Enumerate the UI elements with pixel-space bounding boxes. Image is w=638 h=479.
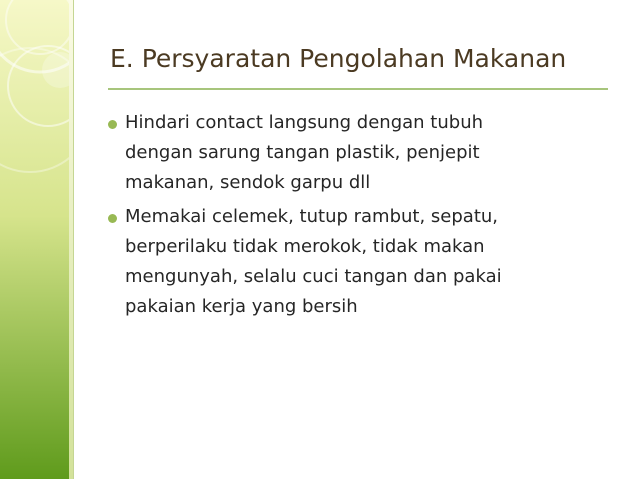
bullet-item [96,202,606,322]
bullet-icon [108,120,117,129]
bullet-line: dengan sarung tangan plastik, penjepit [125,142,480,163]
bullet-line: Memakai celemek, tutup rambut, sepatu, [125,206,499,227]
bullet-item [96,108,606,198]
bullet-line: berperilaku tidak merokok, tidak makan [125,236,485,257]
sidebar-edge [73,0,74,479]
bullet-line: makanan, sendok garpu dll [125,172,371,193]
bullet-line: mengunyah, selalu cuci tangan dan pakai [125,266,502,287]
bullet-line: Hindari contact langsung dengan tubuh [125,112,484,133]
bullet-list [96,108,606,326]
bullet-icon [108,214,117,223]
title-underline [108,88,608,90]
bullet-line: pakaian kerja yang bersih [125,296,358,317]
slide-title: E. Persyaratan Pengolahan Makanan [110,44,567,73]
